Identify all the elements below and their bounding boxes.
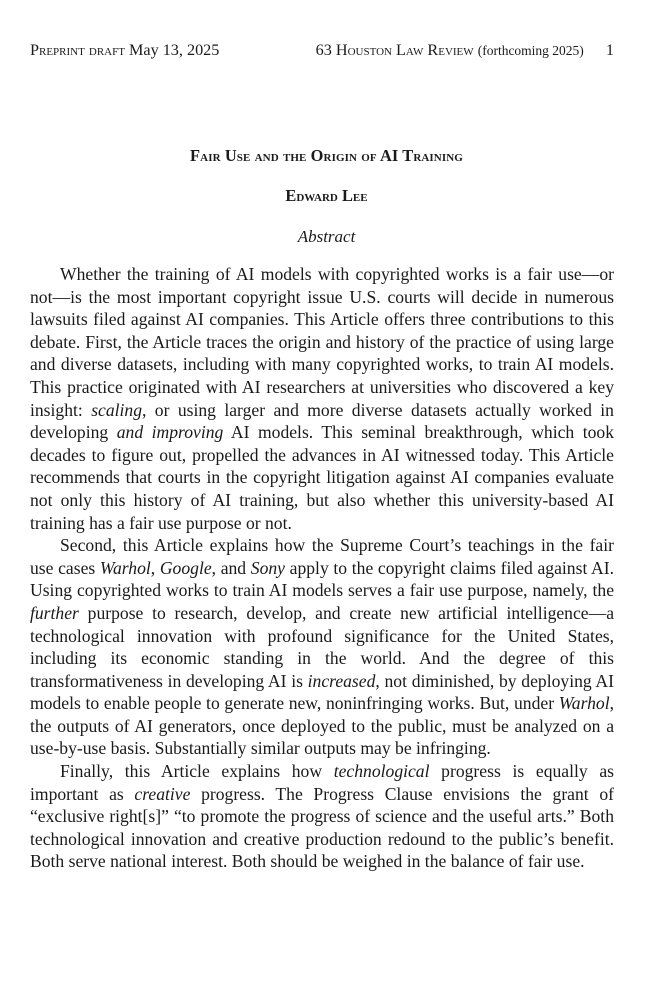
paragraph-text: , or using larger and more diverse datasets actually worked in developing: [30, 399, 614, 443]
emphasis-text: technological: [333, 761, 430, 782]
emphasis-text: Google: [159, 557, 212, 578]
article-author: Edward Lee: [285, 186, 368, 205]
abstract-paragraph-3: [30, 760, 614, 873]
emphasis-text: scaling: [91, 399, 143, 420]
emphasis-text: further: [30, 602, 79, 623]
emphasis-text: increased: [307, 670, 376, 691]
running-header: [30, 40, 614, 61]
draft-date: May 13, 2025: [129, 41, 220, 59]
abstract-paragraph-2: [30, 534, 614, 760]
emphasis-text: Sony: [250, 557, 285, 578]
header-right: [316, 40, 614, 61]
paragraph-text: apply to the copyright claims filed against AI. Using copyrighted works to train AI models serves a fair use purpose, namely, the: [30, 557, 614, 601]
journal-volume: 63: [315, 41, 332, 59]
emphasis-text: creative: [134, 783, 191, 804]
abstract-heading: Abstract: [297, 227, 356, 246]
paragraph-text: Finally, this Article explains how: [60, 761, 334, 782]
emphasis-text: and improving: [116, 422, 224, 443]
abstract-paragraph-1: [30, 263, 614, 534]
paragraph-text: progress. The Progress Clause envisions the grant of “exclusive right[s]” “to promote the progress of science and the useful arts.” Both technological innovation and creative production redound to the public’s benefit. Both serve national interest. Both should be weighed in the balance of fair use.: [30, 783, 614, 872]
journal-name: Houston Law Review: [335, 41, 474, 59]
paragraph-text: , the outputs of AI generators, once deployed to the public, must be analyzed on a use-by-use basis. Substantially similar outputs may be infringing.: [30, 693, 614, 759]
preprint-draft-label: Preprint draft: [30, 41, 125, 59]
paragraph-text: Whether the training of AI models with copyrighted works is a fair use—or not—is the most important copyright issue U.S. courts will decide in numerous lawsuits filed against AI companies. This Article offers three contributions to this debate. First, the Article traces the origin and history of the practice of using large and diverse datasets, including with many copyrighted works, to train AI models. This practice originated with AI researchers at universities who discovered a key insight:: [30, 264, 614, 420]
emphasis-text: Warhol: [99, 557, 151, 578]
paragraph-text: , not diminished, by deploying AI models to enable people to generate new, noninfringing works. But, under: [30, 670, 614, 714]
page-number: 1: [605, 41, 614, 59]
header-left: [30, 40, 219, 61]
paragraph-text: AI models. This seminal breakthrough, which took decades to figure out, propelled the advances in AI witnessed today. This Article recommends that courts in the copyright litigation against AI companies evaluate not only this history of AI training, but also whether this university-based AI training has a fair use purpose or not.: [30, 422, 614, 533]
paragraph-text: , and: [211, 557, 251, 578]
journal-status: (forthcoming 2025): [477, 43, 584, 58]
paragraph-text: purpose to research, develop, and create new artificial intelligence—a technological innovation with profound significance for the United States, including its economic standing in the world. And the degree of this transformativeness in developing AI is: [30, 602, 614, 691]
abstract-body: [30, 263, 614, 873]
paragraph-text: Second, this Article explains how the Supreme Court’s teachings in the fair use cases: [30, 535, 614, 578]
emphasis-text: Warhol: [558, 693, 610, 714]
article-title: Fair Use and the Origin of AI Training: [190, 146, 463, 165]
paragraph-text: ,: [150, 557, 160, 578]
paragraph-text: progress is equally as important as: [30, 761, 614, 804]
